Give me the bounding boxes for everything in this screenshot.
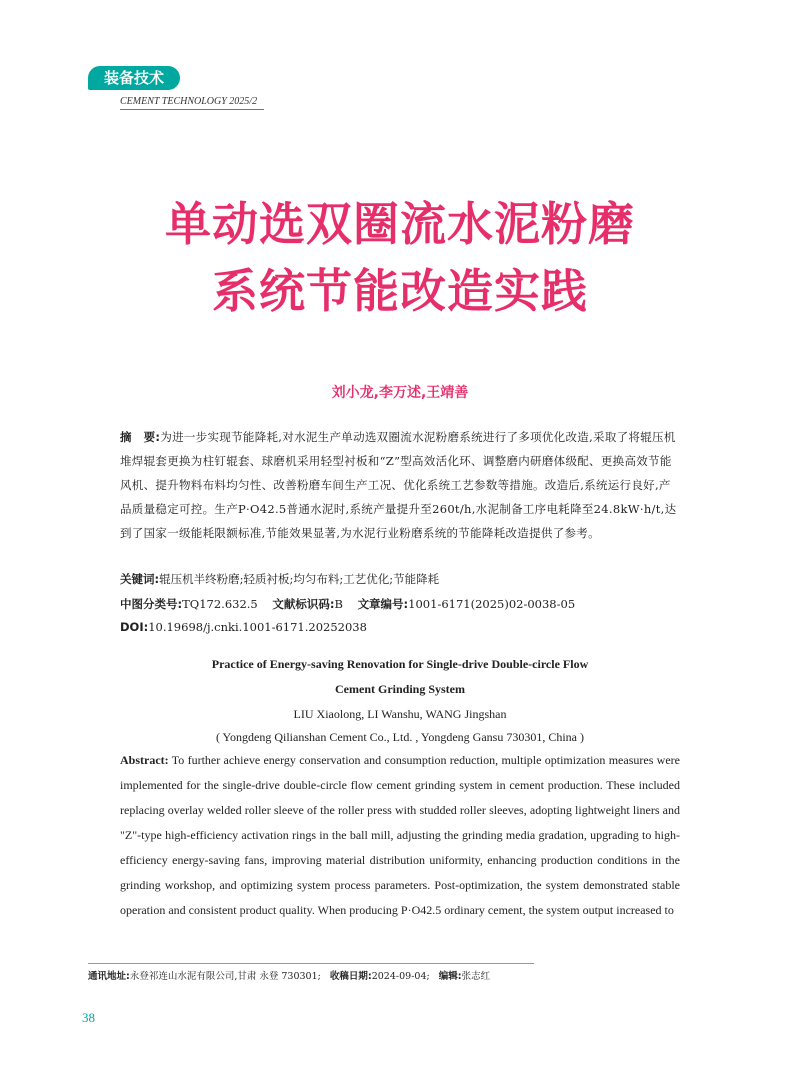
title-line-1: 单动选双圈流水泥粉磨 bbox=[165, 197, 635, 251]
footnote bbox=[88, 968, 688, 982]
abstract-cn-text: 为进一步实现节能降耗,对水泥生产单动选双圈流水泥粉磨系统进行了多项优化改造,采取了将辊压机堆焊辊套更换为柱钉辊套、球磨机采用轻型衬板和“Z”型高效活化环、调整磨内研磨体级配、更换高效节能风机、提升物料布料均匀性、改善粉磨车间生产工况、优化系统工艺参数等措施。改造后,系统运行良好,产品质量稳定可控。生产P·O42.5普通水泥时,系统产量提升至260t/h,水泥制备工序电耗降至24.8kW·h/t,达到了国家一级能耗限额标准,节能效果显著,为水泥行业粉磨系统的节能降耗改造提供了参考。 bbox=[120, 430, 677, 540]
english-title-line-1: Practice of Energy-saving Renovation for Single-drive Double-circle Flow bbox=[211, 657, 589, 671]
address-label: 通讯地址: bbox=[88, 971, 130, 982]
article-number-value: 1001-6171(2025)02-0038-05 bbox=[408, 597, 576, 611]
classification bbox=[120, 596, 680, 612]
journal-name: CEMENT TECHNOLOGY 2025/2 bbox=[120, 96, 264, 110]
doi bbox=[120, 620, 680, 634]
english-title-line-2: Cement Grinding System bbox=[335, 682, 465, 696]
authors-cn: 刘小龙,李万述,王靖善 bbox=[331, 385, 469, 401]
english-abstract-label: Abstract: bbox=[120, 753, 169, 767]
received-label: 收稿日期: bbox=[329, 971, 372, 982]
page-number: 38 bbox=[82, 1010, 95, 1025]
english-abstract-text: To further achieve energy conservation and consumption reduction, multiple optimization measures were implemented for the single-drive double-circle flow cement grinding system in cement production. These included replacing overlay welded roller sleeve of the roller press with studded roller sleeves, adopting lightweight liners and "Z"-type high-efficiency activation rings in the ball mill, adjusting the grinding media gradation, upgrading to high-efficiency energy-saving fans, improving material distribution uniformity, enhancing production conditions in the grinding workshop, and optimizing system process parameters. Post-optimization, the system demonstrated stable operation and consistent product quality. When producing P·O42.5 ordinary cement, the system output increased to bbox=[120, 753, 680, 917]
editor-label: 编辑: bbox=[438, 971, 462, 982]
clc-label: 中图分类号: bbox=[120, 597, 183, 611]
abstract-cn-label: 摘 要: bbox=[120, 430, 161, 444]
doc-code-label: 文献标识码: bbox=[272, 597, 335, 611]
article-number-label: 文章编号: bbox=[357, 597, 409, 611]
english-affiliation: ( Yongdeng Qilianshan Cement Co., Ltd. , Yongdeng Gansu 730301, China ) bbox=[216, 730, 584, 744]
title-line-2: 系统节能改造实践 bbox=[212, 264, 588, 318]
editor-value: 张志红 bbox=[461, 971, 491, 982]
keywords bbox=[120, 571, 680, 587]
english-authors: LIU Xiaolong, LI Wanshu, WANG Jingshan bbox=[293, 707, 507, 721]
doc-code-value: B bbox=[334, 597, 343, 611]
footnote-divider bbox=[88, 963, 534, 964]
address-value: 永登祁连山水泥有限公司,甘肃 永登 730301; bbox=[129, 971, 321, 982]
received-value: 2024-09-04; bbox=[371, 971, 430, 982]
keywords-label: 关键词: bbox=[120, 572, 160, 586]
abstract-cn bbox=[120, 425, 680, 545]
doi-value: 10.19698/j.cnki.1001-6171.20252038 bbox=[148, 620, 367, 634]
english-abstract bbox=[120, 748, 680, 923]
keywords-text: 辊压机半终粉磨;轻质衬板;均匀布料;工艺优化;节能降耗 bbox=[159, 572, 440, 586]
doi-label: DOI: bbox=[120, 620, 149, 634]
clc-value: TQ172.632.5 bbox=[182, 597, 258, 611]
section-tag: 装备技术 bbox=[88, 66, 180, 90]
